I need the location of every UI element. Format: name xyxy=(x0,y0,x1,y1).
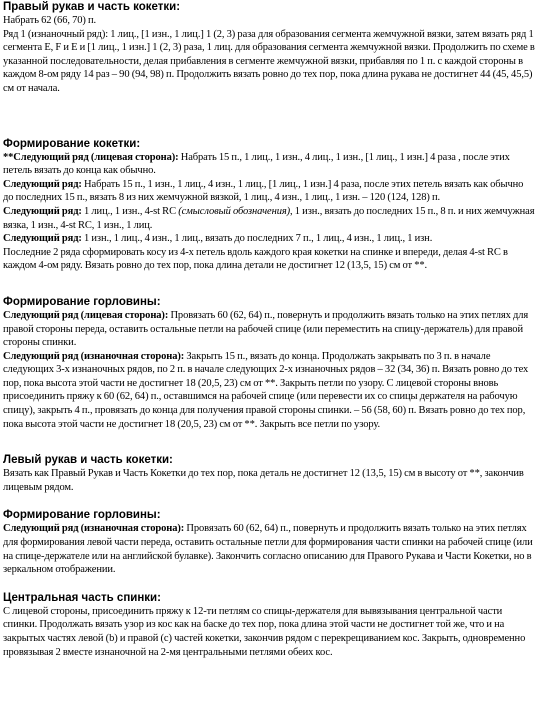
paragraph-row-1: Ряд 1 (изнаночный ряд): 1 лиц., [1 изн., 1 лиц.] 1 (2, 3) раза для образования сегмента жемчужной вязки, затем вязать ряд 1 сегмента E, F и E и [1 лиц., 1 изн.] 1 (2, 3) раза, 1 лиц. для образования сегмента жемчужной вязки. Продолжить по схеме в указанной последовательности, делая прибавления в сегменте жемчужной вязки, прибавляя по 1 п. с каждой стороны в каждом 8-ом ряду 14 раз – 90 (94, 98) п. Продолжить вязать ровно до тех пор, пока длина рукава не достигнет 44 (45, 45,5) см от начала. xyxy=(3,28,535,94)
spacer xyxy=(3,494,535,508)
row-text: Провязать 60 (62, 64) п., повернуть и продолжить вязать только на этих петлях для правой стороны переда, оставить остальные петли на рабочей спице (или переместить на спицу-держатель) для правой стороны спинки. xyxy=(3,309,529,349)
spacer xyxy=(3,96,535,137)
row-text: Набрать 15 п., 1 лиц., 1 изн., 4 лиц., 1 изн., [1 лиц., 1 изн.] 4 раза , после этих петель вязать до конца как обычно. xyxy=(3,151,510,177)
heading-left-sleeve: Левый рукав и часть кокетки: xyxy=(3,454,173,467)
section-neck-shaping-left xyxy=(3,508,535,576)
paragraph-yoke-row-3 xyxy=(3,205,535,232)
row-text: , 1 изн., вязать до последних 15 п., 8 п. и них жемчужная вязка, 1 изн., 4-st RC, 1 изн., 1 лиц. xyxy=(3,205,535,231)
section-right-sleeve xyxy=(3,0,535,96)
section-neck-shaping-right xyxy=(3,295,535,431)
paragraph-yoke-row-1 xyxy=(3,151,535,178)
spacer xyxy=(3,577,535,591)
document-page xyxy=(3,0,535,659)
heading-back-center: Центральная часть спинки: xyxy=(3,591,161,604)
paragraph-back-center: С лицевой стороны, присоединить пряжу к 12-ти петлям со спицы-держателя для вывязывания центральной части спинки. Продолжать вязать узор из кос как на баске до тех пор, пока длина этой части не достигнет той же, что и на закрытых частях левой (b) и правой (c) частей кокетки, закончив рядом с перекрещиванием кос. Закрыть, одновременно провязывая 2 вместе изнаночной на 2-мя центральными петлями обеих кос. xyxy=(3,605,526,658)
row-text: Закрыть 15 п., вязать до конца. Продолжать закрывать по 3 п. в начале следующих 3-х изнаночных рядов, по 2 п. в начале следующих 2-х изнаночных рядов – 32 (34, 36) п. Вязать ровно до тех пор, пока высота этой части не достигнет 18 (20,5, 23) см от **. Закрыть петли по узору. С лицевой стороны вновь присоединить пряжу к 60 (62, 64) п., оставшимся на рабочей спице (или перевести их со спицы держателя на рабочую спицу), закрыть 4 п., провязать до конца для получения правой стороны спинки. – 56 (58, 60) п. Вязать ровно до тех пор, пока высота этой части не достигнет 18 (20,5, 23) см от **. Закрыть все петли по узору. xyxy=(3,350,529,430)
paragraph-left-sleeve: Вязать как Правый Рукав и Часть Кокетки до тех пор, пока деталь не достигнет 12 (13,5, 15) см в высоту от **, закончив лицевым рядом. xyxy=(3,468,524,493)
section-back-center xyxy=(3,591,535,659)
heading-neck-shaping: Формирование горловины: xyxy=(3,509,161,522)
section-left-sleeve xyxy=(3,453,535,494)
paragraph-yoke-row-2 xyxy=(3,178,535,205)
row-label: Следующий ряд: xyxy=(3,205,82,217)
heading-right-sleeve: Правый рукав и часть кокетки: xyxy=(3,1,181,13)
paragraph-yoke-row-4 xyxy=(3,232,535,246)
paragraph-neck-row-2 xyxy=(3,350,535,432)
row-label: Следующий ряд (изнаночная сторона): xyxy=(3,523,185,535)
heading-neck-shaping: Формирование горловины: xyxy=(3,295,161,308)
spacer xyxy=(3,431,535,453)
row-text: Провязать 60 (62, 64) п., повернуть и продолжить вязать только на этих петлях для формирования левой части переда, оставить остальные петли для формирования части спинки на рабочей спице (или на спице-держателе или на английской булавке). Закончить согласно описанию для Правого Рукава и Части Кокетки, но в зеркальном отображении. xyxy=(3,523,533,576)
spacer xyxy=(3,273,535,295)
row-text: Набрать 15 п., 1 изн., 1 лиц., 4 изн., 1 лиц., [1 лиц., 1 изн.] 4 раза, после этих петель вязать как обычно до последних 15 п., вязать 8 из них жемчужной вязкой, 1 лиц., 4 изн., 1 лиц., 1 изн. – 120 (124, 128) п. xyxy=(3,178,524,204)
row-text: 1 лиц., 1 изн., 4-st RC xyxy=(81,205,179,217)
row-text: 1 изн., 1 лиц., 4 изн., 1 лиц., вязать до последних 7 п., 1 лиц., 4 изн., 1 лиц., 1 изн. xyxy=(81,233,433,245)
row-text-italic: (смысловый обозначения) xyxy=(178,205,291,217)
paragraph-cast-on: Набрать 62 (66, 70) п. xyxy=(3,15,97,26)
row-label: Следующий ряд (изнаночная сторона): xyxy=(3,350,185,362)
row-label: Следующий ряд (лицевая сторона): xyxy=(3,309,169,321)
heading-yoke-shaping: Формирование кокетки: xyxy=(3,137,141,150)
row-label: Следующий ряд: xyxy=(3,178,82,190)
row-label: **Следующий ряд (лицевая сторона): xyxy=(3,151,179,163)
paragraph-yoke-note: Последние 2 ряда сформировать косу из 4-х петель вдоль каждого края кокетки на спинке и впереди, делая 4-st RC в каждом 4-ом ряду. Вязать ровно до тех пор, пока длина детали не достигнет 12 (13,5, 15) см от **. xyxy=(3,246,508,272)
row-label: Следующий ряд: xyxy=(3,233,82,245)
section-yoke-shaping xyxy=(3,137,535,273)
paragraph-neck-row-1 xyxy=(3,309,535,350)
paragraph-neck-left-row-1 xyxy=(3,522,535,576)
